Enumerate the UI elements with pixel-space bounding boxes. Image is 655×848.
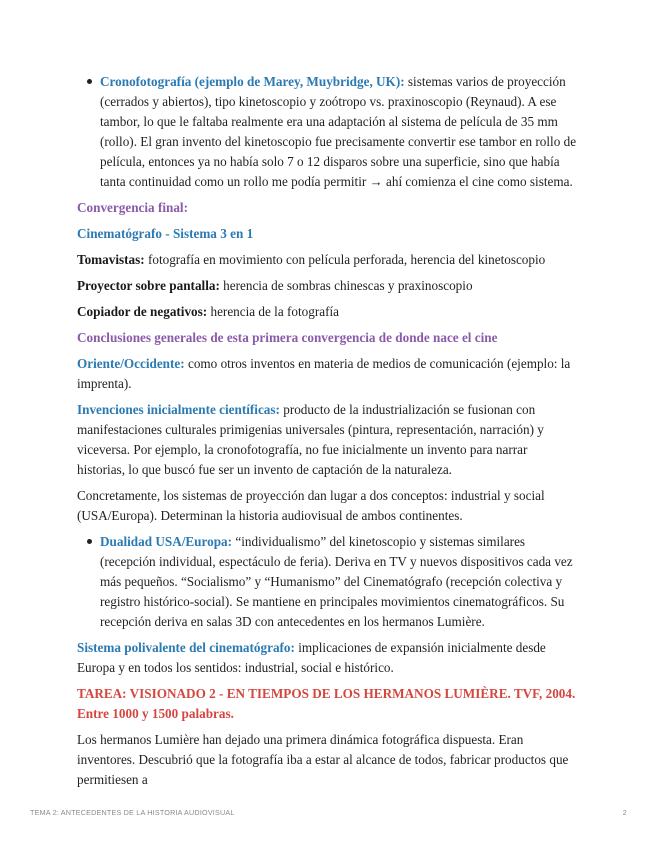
term-cronofotografia: Cronofotografía (ejemplo de Marey, Muybridge, UK): — [100, 74, 405, 89]
footer-chapter-title: TEMA 2: ANTECEDENTES DE LA HISTORIA AUDIOVISUAL — [30, 808, 235, 817]
text-proyector: herencia de sombras chinescas y praxinoscopio — [219, 278, 473, 293]
bullet-dualidad — [77, 532, 577, 632]
heading-convergencia: Convergencia final: — [77, 200, 188, 215]
term-proyector: Proyector sobre pantalla: — [77, 278, 220, 293]
item-oriente — [77, 354, 577, 394]
text-sistema-polivalente: implicaciones de expansión inicialmente desde Europa y en todos los sentidos: industrial, social e histórico. — [77, 640, 546, 675]
term-sistema-polivalente: Sistema polivalente del cinematógrafo: — [77, 640, 295, 655]
term-oriente: Oriente/Occidente: — [77, 356, 185, 371]
term-dualidad: Dualidad USA/Europa: — [100, 534, 233, 549]
item-proyector — [77, 276, 577, 296]
item-tomavistas — [77, 250, 577, 270]
text-copiador: herencia de la fotografía — [207, 304, 339, 319]
text-dualidad: “individualismo” del kinetoscopio y sistemas similares (recepción individual, espectáculo de feria). Deriva en TV y nuevos dispositivos cada vez más pequeños. “Socialismo” y “Humanismo” del Cinematógrafo (recepción colectiva y registro histórico-social). Se mantiene en principales movimientos cinematográficos. Su recepción deriva en salas 3D con antecedentes en los hermanos Lumière. — [100, 534, 573, 629]
bullet-cronofotografia — [77, 72, 577, 192]
bullet-dot-icon — [87, 79, 92, 84]
heading-tarea: TAREA: VISIONADO 2 - EN TIEMPOS DE LOS HERMANOS LUMIÈRE. TVF, 2004. Entre 1000 y 1500 palabras. — [77, 686, 576, 721]
term-tomavistas: Tomavistas: — [77, 252, 145, 267]
term-copiador: Copiador de negativos: — [77, 304, 208, 319]
text-tomavistas: fotografía en movimiento con película perforada, herencia del kinetoscopio — [144, 252, 546, 267]
paragraph-closing: Los hermanos Lumière han dejado una primera dinámica fotográfica dispuesta. Eran inventores. Descubrió que la fotografía iba a estar al alcance de todos, fabricar productos que permitiesen a — [77, 732, 569, 787]
term-invenciones: Invenciones inicialmente científicas: — [77, 402, 280, 417]
heading-conclusiones: Conclusiones generales de esta primera convergencia de donde nace el cine — [77, 330, 498, 345]
text-oriente: como otros inventos en materia de medios de comunicación (ejemplo: la imprenta). — [77, 356, 571, 391]
heading-cinematografo: Cinematógrafo - Sistema 3 en 1 — [77, 226, 254, 241]
page-footer — [30, 808, 627, 817]
paragraph-concretamente: Concretamente, los sistemas de proyección dan lugar a dos conceptos: industrial y social (USA/Europa). Determinan la historia audiovisual de ambos continentes. — [77, 488, 545, 523]
text-cronofotografia: sistemas varios de proyección (cerrados y abiertos), tipo kinetoscopio y zoótropo vs. praxinoscopio (Reynaud). A ese tambor, lo que le faltaba realmente era una adaptación al sistema de película de 35 mm (rollo). El gran invento del kinetoscopio fue precisamente convertir ese tambor en rollo de película, entonces ya no había solo 7 o 12 disparos sobre una superficie, sino que había tanta continuidad como un rollo me podía permitir → ahí comienza el cine como sistema. — [100, 74, 577, 189]
document-body — [77, 72, 577, 796]
text-invenciones: producto de la industrialización se fusionan con manifestaciones culturales primigenias universales (pintura, representación, narración) y viceversa. Por ejemplo, la cronofotografía, no fue inicialmente un invento para narrar historias, lo que buscó fue ser un invento de captación de la naturaleza. — [77, 402, 544, 477]
item-invenciones — [77, 400, 577, 480]
item-copiador — [77, 302, 577, 322]
bullet-dot-icon — [87, 539, 92, 544]
footer-page-number: 2 — [622, 808, 627, 817]
item-sistema-polivalente — [77, 638, 577, 678]
